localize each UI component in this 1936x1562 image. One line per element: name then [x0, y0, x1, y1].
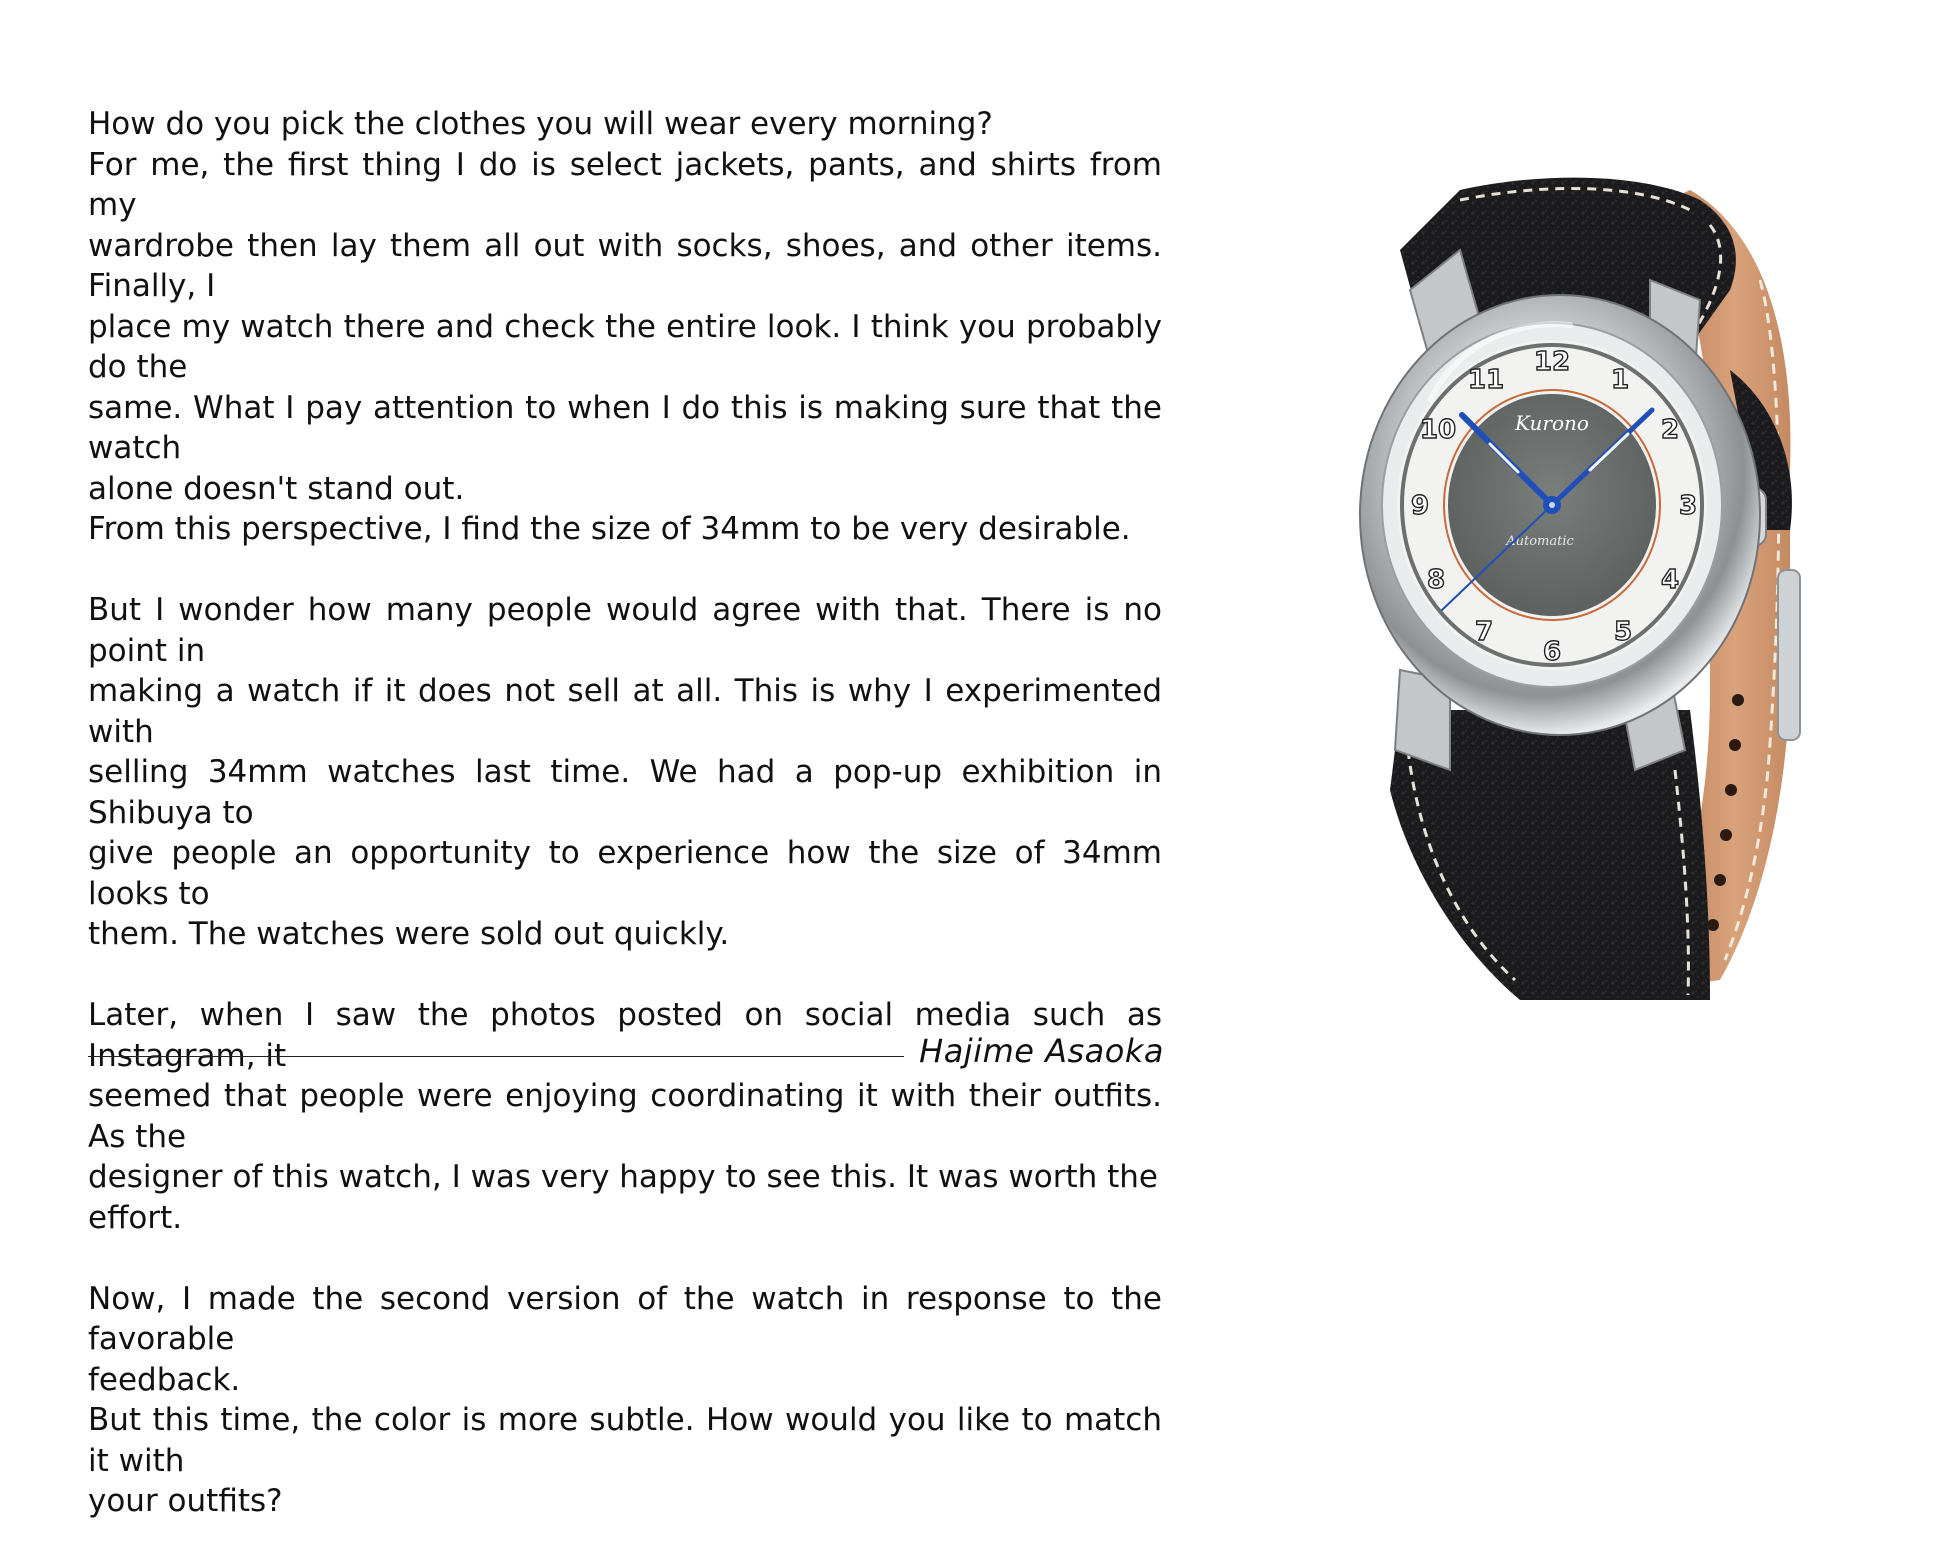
dial-brand: Kurono: [1515, 411, 1589, 435]
text-line: For me, the first thing I do is select jackets, pants, and shirts from my: [88, 146, 1162, 223]
text-line: selling 34mm watches last time. We had a pop-up exhibition in Shibuya to: [88, 754, 1162, 831]
signature-row: [88, 1030, 1164, 1078]
numeral-4: 4: [1660, 565, 1680, 595]
text-line: Later, when I saw the photos posted on social media such as Instagram, it: [88, 997, 1162, 1074]
watch-illustration: [1290, 170, 1850, 1010]
text-line: them. The watches were sold out quickly.: [88, 916, 730, 952]
text-line: place my watch there and check the entire look. I think you probably do the: [88, 308, 1162, 385]
numeral-7: 7: [1474, 617, 1494, 647]
numeral-2: 2: [1660, 415, 1680, 445]
text-line: give people an opportunity to experience how the size of 34mm looks to: [88, 835, 1162, 912]
text-line: But this time, the color is more subtle. How would you like to match it with: [88, 1402, 1162, 1479]
text-line: Now, I made the second version of the watch in response to the favorable: [88, 1280, 1162, 1357]
text-line: wardrobe then lay them all out with socks, shoes, and other items. Finally, I: [88, 227, 1162, 304]
text-line: alone doesn't stand out.: [88, 470, 465, 507]
numeral-10: 10: [1419, 415, 1457, 445]
text-line: same. What I pay attention to when I do this is making sure that the watch: [88, 389, 1162, 466]
text-line: feedback.: [88, 1361, 241, 1398]
numeral-6: 6: [1542, 637, 1562, 667]
text-line: How do you pick the clothes you will wear every morning?: [88, 106, 993, 142]
text-line: making a watch if it does not sell at all. This is why I experimented with: [88, 673, 1162, 750]
paragraph-2: [88, 590, 1162, 955]
text-line: seemed that people were enjoying coordinating it with their outfits. As the: [88, 1078, 1162, 1155]
dial-movement: Automatic: [1506, 534, 1574, 549]
numeral-11: 11: [1467, 365, 1505, 395]
paragraph-1: [88, 104, 1162, 550]
text-line: designer of this watch, I was very happy to see this. It was worth the effort.: [88, 1159, 1158, 1236]
article-body: [88, 104, 1162, 1562]
paragraph-4: [88, 1279, 1162, 1522]
numeral-3: 3: [1678, 491, 1698, 521]
text-line: your outfits?: [88, 1483, 283, 1519]
text-line: From this perspective, I find the size of 34mm to be very desirable.: [88, 511, 1131, 547]
numeral-9: 9: [1410, 491, 1430, 521]
watch-photo: [1290, 170, 1850, 1010]
text-line: But I wonder how many people would agree with that. There is no point in: [88, 592, 1162, 669]
numeral-12: 12: [1533, 347, 1571, 377]
author-signature: Hajime Asaoka: [919, 1032, 1164, 1070]
numeral-8: 8: [1426, 565, 1446, 595]
numeral-1: 1: [1610, 365, 1630, 395]
signature-divider: [88, 1056, 904, 1057]
numeral-5: 5: [1613, 617, 1633, 647]
